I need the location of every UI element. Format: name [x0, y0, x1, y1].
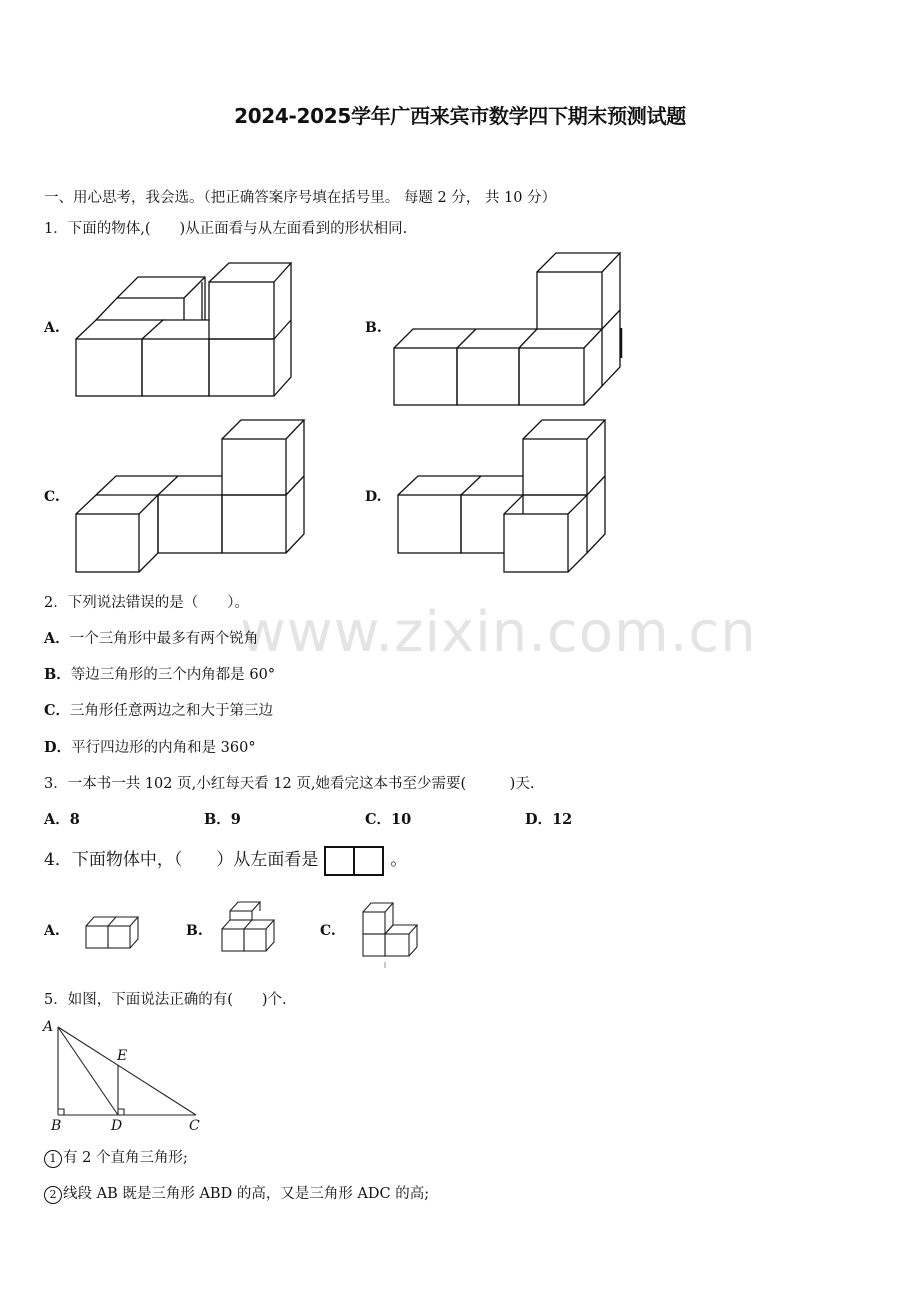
q2-option-b-text: 等边三角形的三个内角都是 60° — [70, 667, 276, 683]
q2-option-c-letter: C． — [44, 702, 71, 719]
q3-option-d-text: 12 — [552, 811, 573, 828]
q5-statement-2 — [44, 1182, 429, 1204]
q3-option-a-text: 8 — [69, 811, 80, 828]
question-2-stem: 2．下列说法错误的是（ ）。 — [44, 595, 249, 611]
q3-option-a-letter: A． — [44, 811, 70, 828]
question-1-stem: 1．下面的物体,( )从正面看与从左面看到的形状相同. — [44, 221, 408, 237]
question-5-stem: 5．如图，下面说法正确的有( )个. — [44, 992, 287, 1008]
q1-option-b-label: B. — [365, 320, 382, 336]
q4-option-a-label: A. — [44, 923, 60, 939]
q3-option-c-text: 10 — [391, 811, 412, 828]
label-a: A — [43, 1019, 54, 1035]
q1-option-a-label: A. — [44, 320, 60, 336]
q2-option-a-text: 一个三角形中最多有两个锐角 — [69, 631, 259, 647]
q5-statement-1-text: 有 2 个直角三角形; — [63, 1150, 188, 1166]
q3-option-c-letter: C． — [365, 811, 392, 828]
page-title: 2024-2025学年广西来宾市数学四下期末预测试题 — [234, 104, 686, 128]
q3-option-b-letter: B． — [204, 811, 231, 828]
q2-option-d-letter: D． — [44, 739, 72, 756]
q3-option-d-letter: D． — [525, 811, 553, 828]
q4-stem-text: 4．下面物体中，（ ）从左面看是 — [44, 850, 319, 870]
q4-option-b-label: B. — [186, 923, 203, 939]
q2-option-b-letter: B． — [44, 666, 71, 683]
question-3-stem: 3．一本书一共 102 页,小红每天看 12 页,她看完这本书至少需要( )天. — [44, 776, 535, 792]
q5-statement-1-mark: 1 — [44, 1150, 62, 1168]
label-d: D — [111, 1118, 123, 1134]
watermark: www.zixin.com.cn — [240, 600, 757, 665]
q2-option-c-text: 三角形任意两边之和大于第三边 — [70, 703, 274, 719]
q2-option-a-letter: A． — [44, 630, 70, 647]
q2-option-d-text: 平行四边形的内角和是 360° — [71, 740, 256, 756]
q1-option-c-label: C. — [44, 489, 60, 505]
q4-option-c-label: C. — [320, 923, 336, 939]
q5-statement-1 — [44, 1146, 188, 1168]
q3-option-b-text: 9 — [230, 811, 241, 828]
label-b: B — [51, 1118, 62, 1134]
q4-stem-end: 。 — [390, 850, 408, 870]
section-heading: 一、用心思考，我会选。（把正确答案序号填在括号里。 每题 2 分， 共 10 分） — [44, 190, 557, 206]
q5-statement-2-mark: 2 — [44, 1186, 62, 1204]
q5-statement-2-text: 线段 AB 既是三角形 ABD 的高，又是三角形 ADC 的高; — [63, 1186, 430, 1202]
label-c: C — [189, 1118, 200, 1134]
q1-option-d-label: D. — [365, 489, 382, 505]
label-e: E — [117, 1048, 128, 1064]
